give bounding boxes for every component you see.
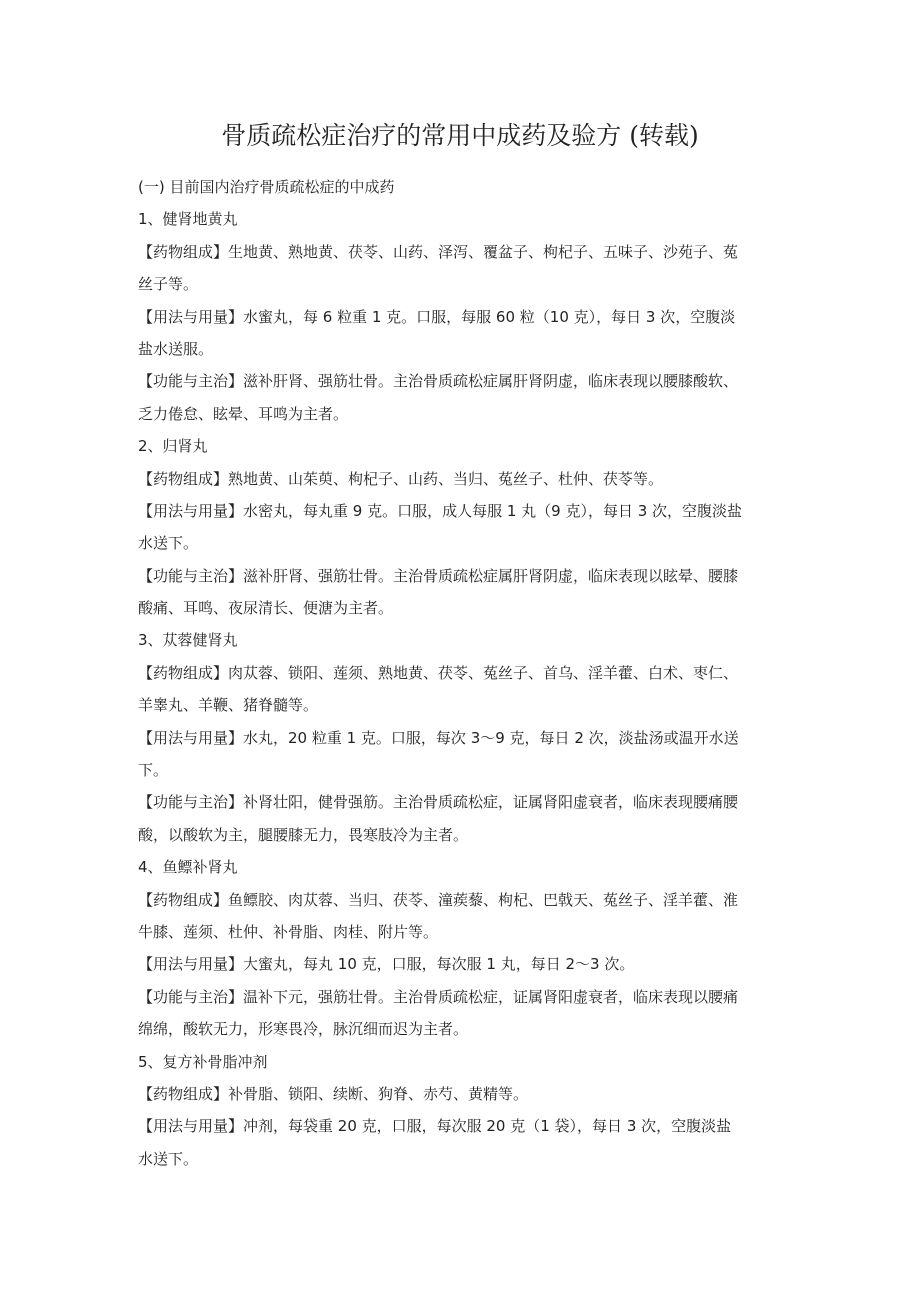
text-line: 【药物组成】补骨脂、锁阳、续断、狗脊、赤芍、黄精等。 <box>138 1084 529 1103</box>
document-body <box>138 171 798 1175</box>
text-line: 【用法与用量】水丸，20 粒重 1 克。口服，每次 3～9 克，每日 2 次，淡盐汤或温开水送 <box>138 728 739 747</box>
text-line: 绵绵，酸软无力，形寒畏冷，脉沉细而迟为主者。 <box>138 1020 469 1039</box>
document-title: 骨质疏松症治疗的常用中成药及验方 (转载) <box>221 121 699 150</box>
text-line: 3、苁蓉健肾丸 <box>138 631 238 650</box>
text-line: 【用法与用量】冲剂，每袋重 20 克，口服，每次服 20 克（1 袋），每日 3 次，空腹淡盐 <box>138 1117 732 1136</box>
text-line: 【药物组成】生地黄、熟地黄、茯苓、山药、泽泻、覆盆子、枸杞子、五味子、沙苑子、菟 <box>138 242 739 261</box>
text-line: 牛膝、莲须、杜仲、补骨脂、肉桂、附片等。 <box>138 922 439 941</box>
text-line: 酸，以酸软为主，腿腰膝无力，畏寒肢冷为主者。 <box>138 825 469 844</box>
text-line: 【用法与用量】水密丸，每丸重 9 克。口服，成人每服 1 丸（9 克），每日 3 次，空腹淡盐 <box>138 501 743 520</box>
text-line: 丝子等。 <box>138 275 199 294</box>
text-line: 【药物组成】肉苁蓉、锁阳、莲须、熟地黄、茯苓、菟丝子、首乌、淫羊藿、白术、枣仁、 <box>138 663 739 682</box>
text-line: (一) 目前国内治疗骨质疏松症的中成药 <box>138 178 395 196</box>
text-line: 下。 <box>138 761 169 780</box>
text-line: 羊睾丸、羊鞭、猪脊髓等。 <box>138 696 319 715</box>
text-line: 【功能与主治】温补下元，强筋壮骨。主治骨质疏松症，证属肾阳虚衰者，临床表现以腰痛 <box>138 987 739 1006</box>
text-line: 4、鱼鳔补肾丸 <box>138 858 238 877</box>
text-line: 乏力倦怠、眩晕、耳鸣为主者。 <box>138 404 349 423</box>
text-line: 【功能与主治】滋补肝肾、强筋壮骨。主治骨质疏松症属肝肾阴虚，临床表现以腰膝酸软、 <box>138 372 739 391</box>
text-line: 水送下。 <box>138 534 199 553</box>
text-line: 5、复方补骨脂冲剂 <box>138 1052 268 1071</box>
text-line: 水送下。 <box>138 1149 199 1168</box>
text-line: 【功能与主治】补肾壮阳，健骨强筋。主治骨质疏松症，证属肾阳虚衰者，临床表现腰痛腰 <box>138 793 739 812</box>
text-line: 盐水送服。 <box>138 339 214 358</box>
text-line: 【药物组成】熟地黄、山茱萸、枸杞子、山药、当归、菟丝子、杜仲、茯苓等。 <box>138 469 664 488</box>
text-line: 【用法与用量】水蜜丸，每 6 粒重 1 克。口服，每服 60 粒（10 克），每日 3 次，空腹淡 <box>138 307 736 326</box>
text-line: 酸痛、耳鸣、夜尿清长、便溏为主者。 <box>138 599 394 618</box>
text-line: 1、健肾地黄丸 <box>138 210 238 229</box>
text-line: 【用法与用量】大蜜丸，每丸 10 克，口服，每次服 1 丸，每日 2～3 次。 <box>138 955 635 974</box>
text-line: 【药物组成】鱼鳔胶、肉苁蓉、当归、茯苓、潼蒺藜、枸杞、巴戟天、菟丝子、淫羊藿、淮 <box>138 890 739 909</box>
text-line: 【功能与主治】滋补肝肾、强筋壮骨。主治骨质疏松症属肝肾阴虚，临床表现以眩晕、腰膝 <box>138 566 739 585</box>
text-line: 2、归肾丸 <box>138 437 208 456</box>
